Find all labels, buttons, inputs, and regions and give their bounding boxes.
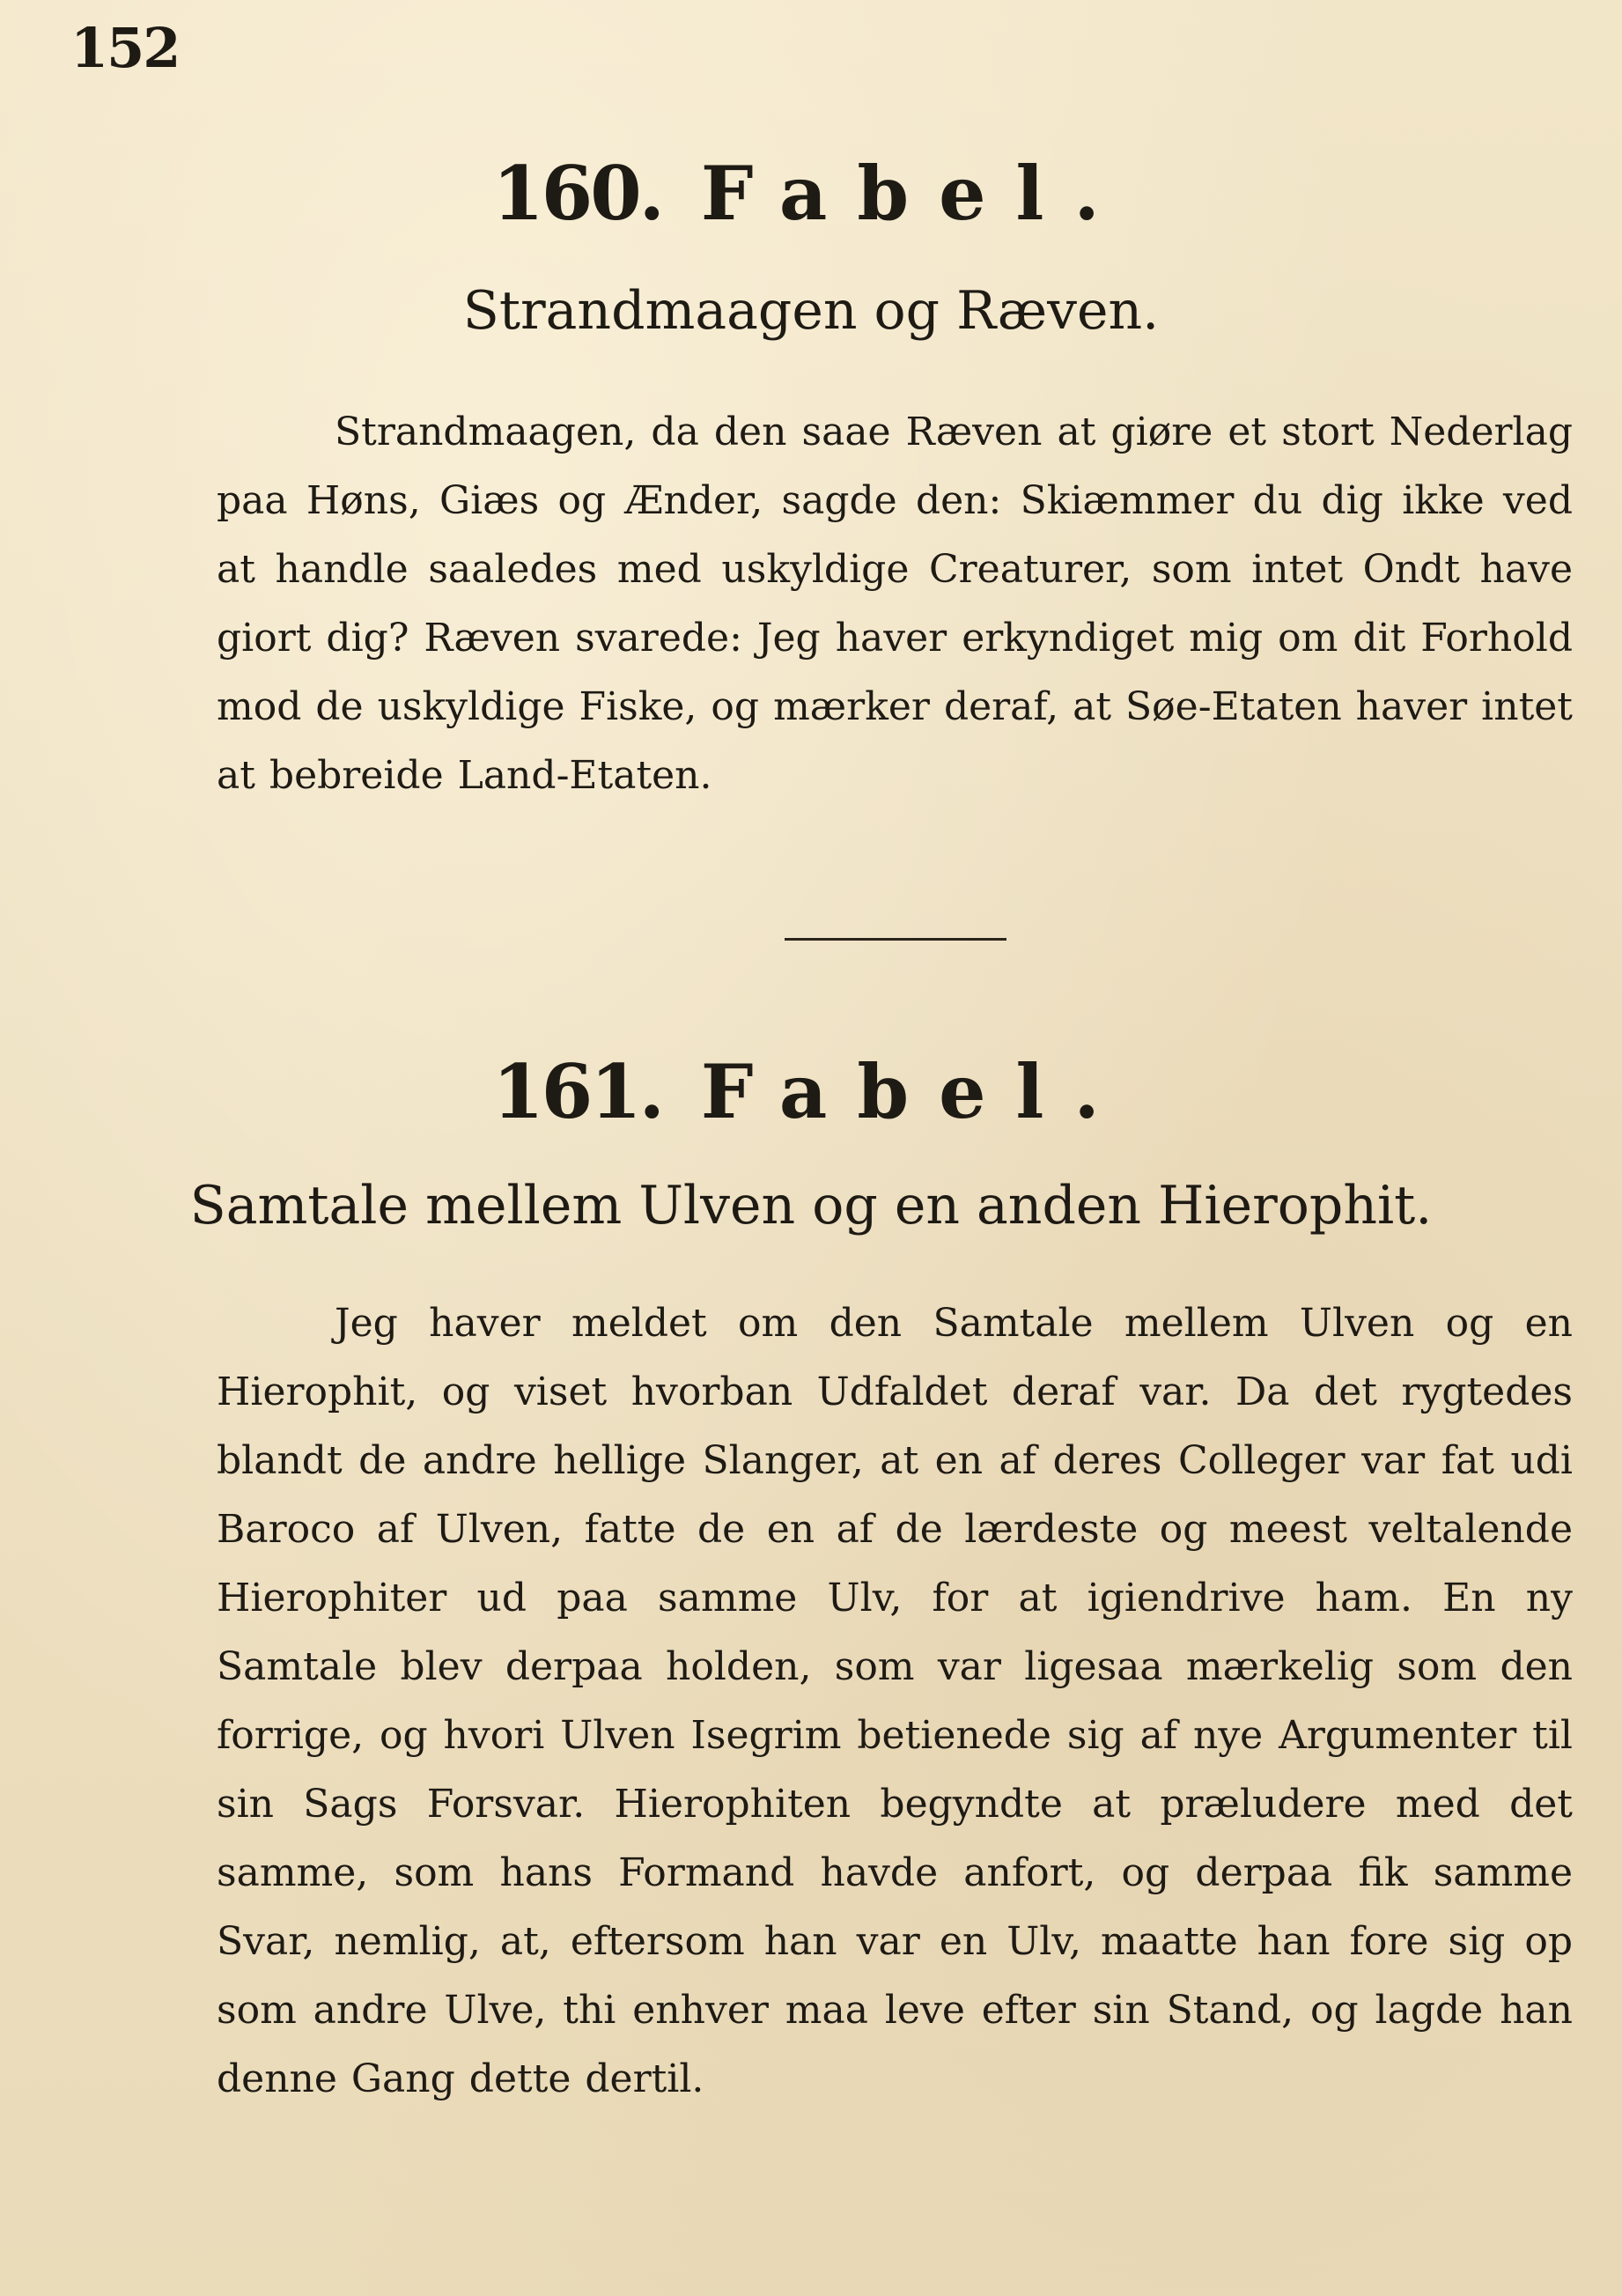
section-divider	[785, 938, 1006, 941]
page-number: 152	[70, 16, 180, 80]
fable-161-number: 161.	[492, 1048, 662, 1135]
fable-160-text: Strandmaagen, da den saae Ræven at giøre et stort Nederlag paa Høns, Giæs og Ænder, sagde den: Skiæmmer du dig ikke ved at handle saaledes med uskyldige Creaturer, som intet Ondt have giort dig? Ræven svarede: Jeg haver erkyndiget mig om dit Forhold mod de uskyldige Fiske, og mærker deraf, at Søe-Etaten haver intet at bebreide Land-Etaten.	[217, 410, 1573, 798]
fable-161-heading	[0, 1048, 1622, 1135]
fable-161-text: Jeg haver meldet om den Samtale mellem Ulven og en Hierophit, og viset hvorban Udfaldet deraf var. Da det rygtedes blandt de andre hellige Slanger, at en af deres Colleger var fat udi Baroco af Ulven, fatte de en af de lærdeste og meest veltalende Hierophiter ud paa samme Ulv, for at igiendrive ham. En ny Samtale blev derpaa holden, som var ligesaa mærkelig som den forrige, og hvori Ulven Isegrim betienede sig af nye Argumenter til sin Sags Forsvar. Hierophiten begyndte at præludere med det samme, som hans Formand havde anfort, og derpaa fik samme Svar, nemlig, at, eftersom han var en Ulv, maatte han fore sig op som andre Ulve, thi enhver maa leve efter sin Stand, og lagde han denne Gang dette dertil.	[217, 1301, 1573, 2101]
fable-160-number: 160.	[492, 150, 662, 237]
fable-160-heading	[0, 150, 1622, 237]
fable-161-heading-word: Fabel.	[700, 1048, 1130, 1135]
fable-160-title: Strandmaagen og Ræven.	[462, 280, 1160, 342]
fable-161-title: Samtale mellem Ulven og en anden Hierophit.	[189, 1175, 1433, 1237]
fable-160-heading-word: Fabel.	[700, 150, 1130, 237]
